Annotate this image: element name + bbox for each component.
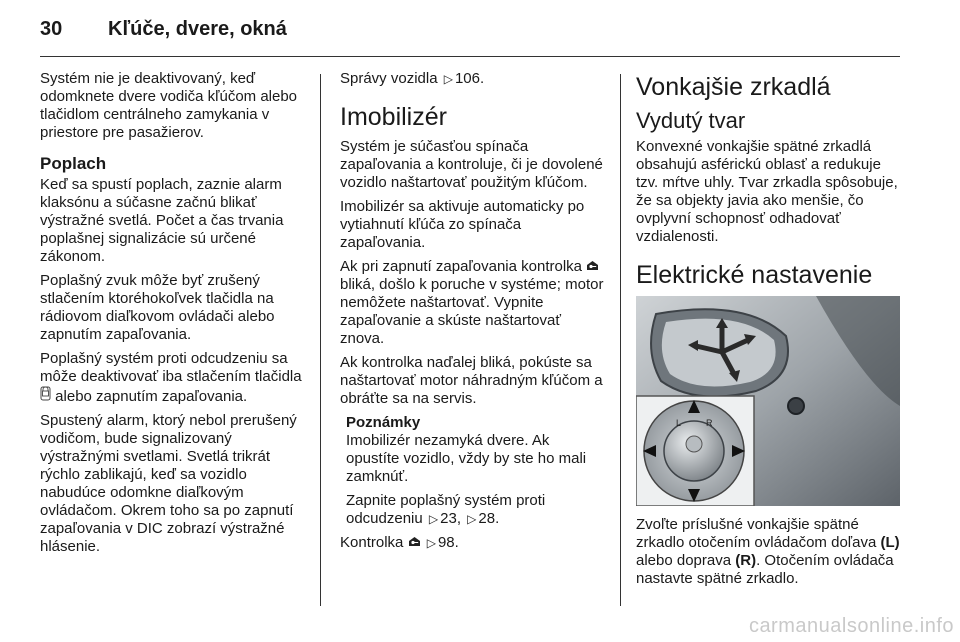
- paragraph: [340, 258, 605, 348]
- text-fragment: Správy vozidla: [340, 70, 438, 87]
- section-heading-mirrors: Vonkajšie zrkadlá: [636, 73, 831, 101]
- note-paragraph: [346, 492, 605, 528]
- page-ref-arrow-icon: ▷: [467, 512, 477, 526]
- page-ref-arrow-icon: ▷: [428, 512, 439, 526]
- paragraph: [40, 350, 308, 406]
- column-divider-1: [320, 74, 321, 606]
- column-divider-2: [620, 74, 621, 606]
- text-fragment: Zvoľte príslušné vonkajšie spätné zrkadlo otočením ovládačom doľava: [636, 516, 877, 551]
- text-fragment: Poplašný systém proti odcudzeniu sa môže deaktivovať iba stlačením tlačidla: [40, 350, 302, 385]
- note-title: Poznámky: [346, 414, 421, 431]
- key-button-icon: [40, 386, 51, 406]
- page-reference[interactable]: 106.: [454, 70, 485, 87]
- column-1: [40, 70, 308, 562]
- column-3: [636, 70, 904, 594]
- section-heading-poplach: Poplach: [40, 154, 107, 173]
- page-header: [40, 18, 287, 48]
- page-ref-arrow-icon: ▷: [443, 72, 453, 86]
- section-heading-electric: Elektrické nastavenie: [636, 261, 873, 289]
- page-reference[interactable]: 23,: [440, 510, 461, 527]
- paragraph: Keď sa spustí poplach, zaznie alarm klaksónu a súčasne začnú blikať výstražné svetlá. Počet a čas trvania poplašnej signalizácie sú určené zákonom.: [40, 176, 284, 265]
- paragraph: Systém je súčasťou spínača zapaľovania a kontroluje, či je dovolené vozidlo naštartovať použitým kľúčom.: [340, 138, 603, 191]
- paragraph: [636, 516, 904, 588]
- paragraph: [340, 70, 605, 88]
- paragraph: Systém nie je deaktivovaný, keď odomknete dvere vodiča kľúčom alebo tlačidlom centrálneho zamykania v priestore pre pasažierov.: [40, 70, 298, 141]
- paragraph: [340, 534, 605, 552]
- immobilizer-lamp-icon: [586, 258, 599, 276]
- paragraph: Spustený alarm, ktorý nebol prerušený vodičom, bude signalizovaný výstražnými svetlami. Svetlá trikrát rýchlo zablikajú, keď sa vozidlo nabudúce odomkne diaľkovým ovládačom. Okrem toho sa po zapnutí zapaľovania v DIC zobrazí výstražné hlásenie.: [40, 412, 297, 555]
- paragraph: Poplašný zvuk môže byť zrušený stlačením ktoréhokoľvek tlačidla na rádiovom diaľkovom ovládači alebo zapnutím zapaľovania.: [40, 272, 275, 343]
- paragraph: Imobilizér sa aktivuje automaticky po vytiahnutí kľúča zo spínača zapaľovania.: [340, 198, 585, 251]
- text-fragment: Ak pri zapnutí zapaľovania kontrolka: [340, 258, 583, 275]
- immobilizer-lamp-icon: [408, 534, 421, 552]
- column-2: [340, 70, 605, 558]
- knob-label-left: L: [676, 418, 682, 428]
- paragraph: Ak kontrolka naďalej bliká, pokúste sa naštartovať motor náhradným kľúčom a obráťte sa na servis.: [340, 354, 603, 407]
- header-rule: [40, 56, 900, 57]
- text-fragment: Kontrolka: [340, 534, 404, 551]
- knob-label-right: R: [706, 418, 713, 428]
- page-reference[interactable]: 98.: [437, 534, 459, 551]
- chapter-title: Kľúče, dvere, okná: [108, 18, 287, 40]
- subsection-heading-convex: Vydutý tvar: [636, 108, 746, 133]
- text-fragment: alebo doprava: [636, 552, 732, 569]
- note-box: [346, 414, 605, 528]
- page-reference[interactable]: 28.: [478, 510, 500, 527]
- mirror-control-photo: [636, 296, 900, 506]
- text-fragment: bliká, došlo k poruche v systéme; motor nemôžete naštartovať. Vypnite zapaľovanie a skúste naštartovať znova.: [340, 276, 604, 347]
- page-number: 30: [40, 18, 63, 40]
- text-fragment: (L): [880, 534, 900, 551]
- text-fragment: (R): [735, 552, 757, 569]
- note-paragraph: Imobilizér nezamyká dvere. Ak opustíte vozidlo, vždy by ste ho mali zamknúť.: [346, 432, 587, 485]
- page-ref-arrow-icon: ▷: [426, 536, 436, 550]
- text-fragment: alebo zapnutím zapaľovania.: [55, 388, 248, 405]
- watermark: carmanualsonline.info: [748, 615, 954, 637]
- paragraph: Konvexné vonkajšie spätné zrkadlá obsahujú asférickú oblasť a redukuje tzv. mŕtve uhly. Tvar zrkadla spôsobuje, že sa objekty javia ako menšie, čo ovplyvní schopnosť odhadovať vzdialenosti.: [636, 138, 898, 245]
- text-fragment: Zapnite poplašný systém proti odcudzeniu: [346, 492, 546, 527]
- section-heading-imobilizer: Imobilizér: [340, 103, 447, 131]
- text-fragment: . Otočením ovládača nastavte spätné zrkadlo.: [636, 552, 894, 587]
